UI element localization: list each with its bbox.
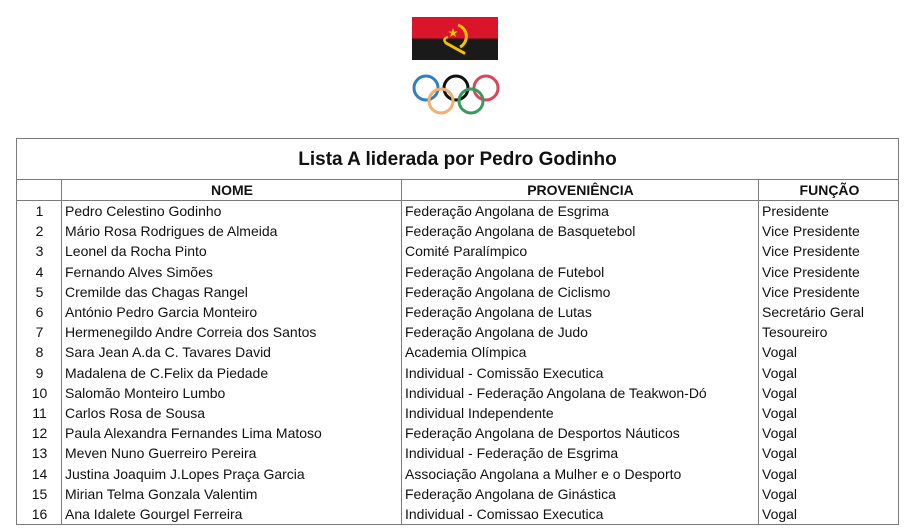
- row-proveniencia: Federação Angolana de Lutas: [405, 304, 592, 321]
- candidate-list-table: [16, 138, 899, 525]
- row-num: 3: [35, 243, 44, 260]
- row-num: 9: [35, 364, 44, 381]
- row-nome: Hermenegildo Andre Correia dos Santos: [65, 324, 317, 341]
- row-nome: António Pedro Garcia Monteiro: [65, 304, 258, 321]
- row-nome: Fernando Alves Simões: [65, 263, 213, 280]
- row-funcao: Vogal: [762, 445, 798, 462]
- row-proveniencia: Individual Independente: [405, 404, 554, 421]
- row-nome: Cremilde das Chagas Rangel: [65, 283, 248, 300]
- row-funcao: Vogal: [762, 404, 798, 421]
- row-proveniencia: Federação Angolana de Ciclismo: [405, 283, 611, 300]
- table-row: [17, 443, 898, 463]
- header-num: [17, 180, 62, 200]
- header-nome: NOME: [211, 182, 253, 198]
- row-num: 14: [31, 465, 48, 482]
- row-num: 11: [32, 404, 47, 421]
- row-funcao: Vice Presidente: [762, 283, 860, 300]
- row-proveniencia: Individual - Federação de Esgrima: [405, 445, 619, 462]
- table-row: [17, 302, 898, 322]
- row-nome: Paula Alexandra Fernandes Lima Matoso: [65, 425, 322, 442]
- row-num: 1: [35, 203, 44, 220]
- table-row: [17, 282, 898, 302]
- table-row: [17, 363, 898, 383]
- row-nome: Sara Jean A.da C. Tavares David: [65, 344, 271, 361]
- angola-flag-icon: [412, 17, 498, 60]
- row-nome: Madalena de C.Felix da Piedade: [65, 364, 269, 381]
- row-proveniencia: Comité Paralímpico: [405, 243, 528, 260]
- row-funcao: Vice Presidente: [762, 263, 860, 280]
- table-row: [17, 504, 898, 524]
- row-num: 13: [31, 445, 48, 462]
- row-funcao: Vogal: [762, 344, 798, 361]
- row-proveniencia: Federação Angolana de Ginástica: [405, 485, 616, 502]
- row-funcao: Vogal: [762, 425, 798, 442]
- table-row: [17, 403, 898, 423]
- table-row: [17, 262, 898, 282]
- table-row: [17, 463, 898, 483]
- table-row: [17, 241, 898, 261]
- header-funcao: FUNÇÃO: [799, 182, 860, 198]
- row-proveniencia: Individual - Comissão Executica: [405, 364, 604, 381]
- row-num: 4: [35, 263, 44, 280]
- table-body: [17, 201, 898, 524]
- row-proveniencia: Federação Angolana de Judo: [405, 324, 588, 341]
- row-funcao: Secretário Geral: [762, 304, 864, 321]
- row-num: 6: [35, 304, 44, 321]
- row-proveniencia: Associação Angolana a Mulher e o Desporto: [405, 465, 682, 482]
- row-num: 5: [35, 283, 44, 300]
- row-nome: Carlos Rosa de Sousa: [65, 404, 206, 421]
- row-num: 7: [35, 324, 44, 341]
- row-proveniencia: Individual - Comissao Executica: [405, 505, 604, 522]
- table-row: [17, 322, 898, 342]
- row-funcao: Vogal: [762, 505, 798, 522]
- row-nome: Mirian Telma Gonzala Valentim: [65, 485, 258, 502]
- table-row: [17, 423, 898, 443]
- row-funcao: Tesoureiro: [762, 324, 828, 341]
- table-row: [17, 383, 898, 403]
- row-proveniencia: Federação Angolana de Desportos Náuticos: [405, 425, 680, 442]
- row-funcao: Vice Presidente: [762, 223, 860, 240]
- table-row: [17, 484, 898, 504]
- row-funcao: Vice Presidente: [762, 243, 860, 260]
- row-nome: Meven Nuno Guerreiro Pereira: [65, 445, 257, 462]
- row-funcao: Presidente: [762, 203, 829, 220]
- table-header: [17, 180, 898, 201]
- row-nome: Salomão Monteiro Lumbo: [65, 384, 226, 401]
- row-num: 15: [31, 485, 48, 502]
- row-nome: Leonel da Rocha Pinto: [65, 243, 207, 260]
- row-proveniencia: Federação Angolana de Basquetebol: [405, 223, 636, 240]
- row-nome: Pedro Celestino Godinho: [65, 203, 222, 220]
- row-funcao: Vogal: [762, 465, 798, 482]
- row-num: 16: [31, 505, 48, 522]
- header-proveniencia: PROVENIÊNCIA: [527, 182, 634, 198]
- table-row: [17, 201, 898, 221]
- row-proveniencia: Federação Angolana de Esgrima: [405, 203, 609, 220]
- table-row: [17, 221, 898, 241]
- row-num: 8: [35, 344, 44, 361]
- table-title: Lista A liderada por Pedro Godinho: [17, 139, 898, 180]
- row-proveniencia: Federação Angolana de Futebol: [405, 263, 605, 280]
- table-row: [17, 342, 898, 362]
- row-num: 2: [35, 223, 44, 240]
- row-funcao: Vogal: [762, 485, 798, 502]
- row-nome: Ana Idalete Gourgel Ferreira: [65, 505, 243, 522]
- row-proveniencia: Individual - Federação Angolana de Teakwon-Dó: [405, 384, 707, 401]
- row-funcao: Vogal: [762, 364, 798, 381]
- row-proveniencia: Academia Olímpica: [405, 344, 527, 361]
- row-funcao: Vogal: [762, 384, 798, 401]
- row-nome: Mário Rosa Rodrigues de Almeida: [65, 223, 278, 240]
- row-num: 12: [31, 425, 48, 442]
- olympic-rings-icon: [410, 72, 502, 118]
- row-num: 10: [31, 384, 48, 401]
- row-nome: Justina Joaquim J.Lopes Praça Garcia: [65, 465, 305, 482]
